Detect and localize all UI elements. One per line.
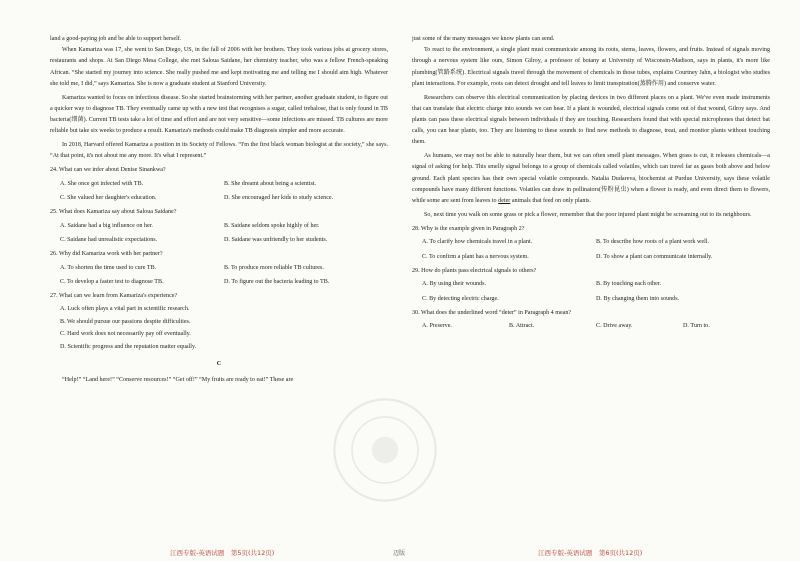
paragraph: just some of the many messages we know plants can send.: [412, 36, 555, 42]
option-d: D. To figure out the bacteria leading to TB.: [224, 279, 330, 286]
right-page: [400, 0, 800, 561]
option-d: D. Scientific progress and the reputation matter equally.: [60, 344, 197, 351]
option-b: B. Attract.: [509, 323, 535, 330]
section-heading: C: [216, 361, 222, 368]
option-a: A. She once got infected with TB.: [60, 180, 144, 187]
option-d: D. Saidane was unfriendly to her students.: [224, 237, 328, 244]
underlined-word: deter: [498, 198, 511, 205]
option-c: C. She valued her daughter's education.: [60, 195, 157, 202]
option-b: B. To produce more reliable TB cultures.: [224, 264, 324, 271]
page-footer-right: 江西专版-英语试题 第6页(共12页): [538, 549, 643, 557]
question-25: 25. What does Kamariza say about Saloua Saidane?: [50, 209, 177, 215]
option-c: C. By detecting electric charge.: [422, 295, 499, 302]
options-26: [60, 261, 388, 290]
question-24: 24. What can we infer about Denise Sinankwa?: [50, 167, 166, 174]
paragraph: Researchers can observe this electrical communication by placing devices in two different places on a plant. We've even made instruments that can translate that electric charge into sounds we can hear. If a plant is wounded, electrical signals come out of that wound, Gilroy says. And plants can pass these electrical signals between individuals if they are touching. Researchers found that with special microphones that detect bat calls, you can hear plants, too. They are listening to these sounds to find new methods to diagnose, treat, and monitor plants without touching them.: [412, 94, 770, 146]
option-c: C. To develop a faster test to diagnose TB.: [60, 279, 164, 286]
option-d: D. By changing them into sounds.: [596, 295, 680, 302]
question-28: 28. Why is the example given in Paragraph 2?: [412, 225, 525, 232]
option-c: C. Saidane had unrealistic expectations.: [60, 237, 158, 244]
page-footer-center: 迈版: [393, 550, 406, 557]
paragraph-text: As humans, we may not be able to naturally hear them, but we can often smell plant messages. When grass is cut, it releases chemicals—a signal of asking for help. This smelly signal belongs to a group of chemicals called volatiles, which can travel far as gases both above and below ground. Each plant species has their own special volatile compounds. Natalia Dudareva, biochemist at Purdue University, says these volatile compounds have many different functions. Volatiles can draw in pollinators(传粉昆虫) when a flower is ready, and even direct them to flowers, while some are sent from leaves to: [412, 153, 770, 205]
option-a: A. Saidane had a big influence on her.: [60, 222, 153, 229]
paragraph-text: animals that feed on only plants.: [510, 198, 592, 205]
option-c: C. To confirm a plant has a nervous system.: [422, 253, 529, 260]
option-a: A. Preserve.: [422, 323, 452, 330]
option-b: B. By touching each other.: [596, 281, 661, 288]
paragraph: So, next time you walk on some grass or pick a flower, remember that the poor injured plant might be screaming out to its neighbours.: [424, 211, 752, 218]
options-29: [422, 278, 770, 307]
question-27: 27. What can we learn from Kamariza's experience?: [50, 292, 178, 299]
option-b: B. We should pursue our passions despite difficulties.: [60, 318, 191, 325]
option-a: A. By using their wounds.: [422, 281, 486, 288]
option-c: C. Drive away.: [596, 323, 633, 330]
option-d: D. Turn to.: [683, 323, 710, 330]
options-27: [60, 304, 388, 354]
option-a: A. Luck often plays a vital part in scientific research.: [60, 305, 190, 312]
option-d: D. To show a plant can communicate internally.: [596, 253, 713, 260]
paragraph: land a good-paying job and be able to support herself.: [50, 36, 182, 42]
question-29: 29. How do plants pass electrical signals to others?: [412, 267, 537, 274]
options-24: [60, 177, 388, 206]
paragraph: [412, 151, 770, 207]
question-26: 26. Why did Kamariza work with her partner?: [50, 250, 163, 257]
option-b: B. To describe how roots of a plant work well.: [596, 239, 710, 246]
page-footer-left: 江西专版-英语试题 第5页(共12页): [170, 549, 275, 557]
paragraph: To react to the environment, a single plant must communicate among its roots, stems, leaves, flowers, and fruits. Instead of signals moving through a nervous system like ours, Simon Gilroy, a professor of botany at University of Wisconsin-Madison, says in plants, it's more like plumbing(管路系统). Electrical signals travel through the movement of chemicals in those tubes, explains Courtney Jahn, a biologist who studies plant interactions. For example, roots can detect drought and tell leaves to limit transpiration(蒸腾作用) and conserve water.: [412, 47, 770, 87]
option-c: C. Hard work does not necessarily pay off eventually.: [60, 331, 191, 338]
question-30: 30. What does the underlined word “deter” in Paragraph 4 mean?: [412, 309, 572, 316]
option-b: B. Saidane seldom spoke highly of her.: [224, 222, 320, 229]
paragraph: In 2018, Harvard offered Kamariza a position in its Society of Fellows. “I'm the first black woman biologist at the society,” she says. “At that point, it's not about me any more. It's what I represent.”: [50, 142, 388, 160]
paragraph: When Kamariza was 17, she went to San Diego, US, in the fall of 2006 with her brothers. They took various jobs at grocery stores, restaurants and shops. At San Diego Mesa College, she met Saloua Saidane, her chemistry teacher, who was a fellow French-speaking African. “She started my journey into science. She really pushed me and kept motivating me and telling me I should aim high. Whatever she told me, I did,” says Kamariza. She is now a graduate student at Stanford University.: [50, 47, 388, 87]
option-a: A. To clarify how chemicals travel in a plant.: [422, 239, 533, 246]
paragraph: “Help!” “Land here!” “Conserve resources!” “Get off!” “My fruits are ready to eat!” These are: [62, 376, 294, 383]
paragraph: Kamariza wanted to focus on infectious disease. So she started brainstorming with her partner, another graduate student, to figure out a quicker way to diagnose TB. They eventually came up with a new test that recognises a sugar, called trehalose, that is only found in TB bacteria(细菌). Current TB tests take a lot of time and effort and are not very sensitive—some infections are missed. TB cultures are more reliable but take six weeks to produce a result. Kamariza's methods could make TB diagnosis simpler and more accurate.: [50, 94, 388, 135]
options-30: [422, 320, 770, 334]
option-b: B. She dreamt about being a scientist.: [224, 180, 317, 187]
options-25: [60, 219, 388, 248]
option-d: D. She encouraged her kids to study science.: [224, 195, 334, 202]
option-a: A. To shorten the time used to cure TB.: [60, 264, 157, 271]
options-28: [422, 236, 770, 265]
